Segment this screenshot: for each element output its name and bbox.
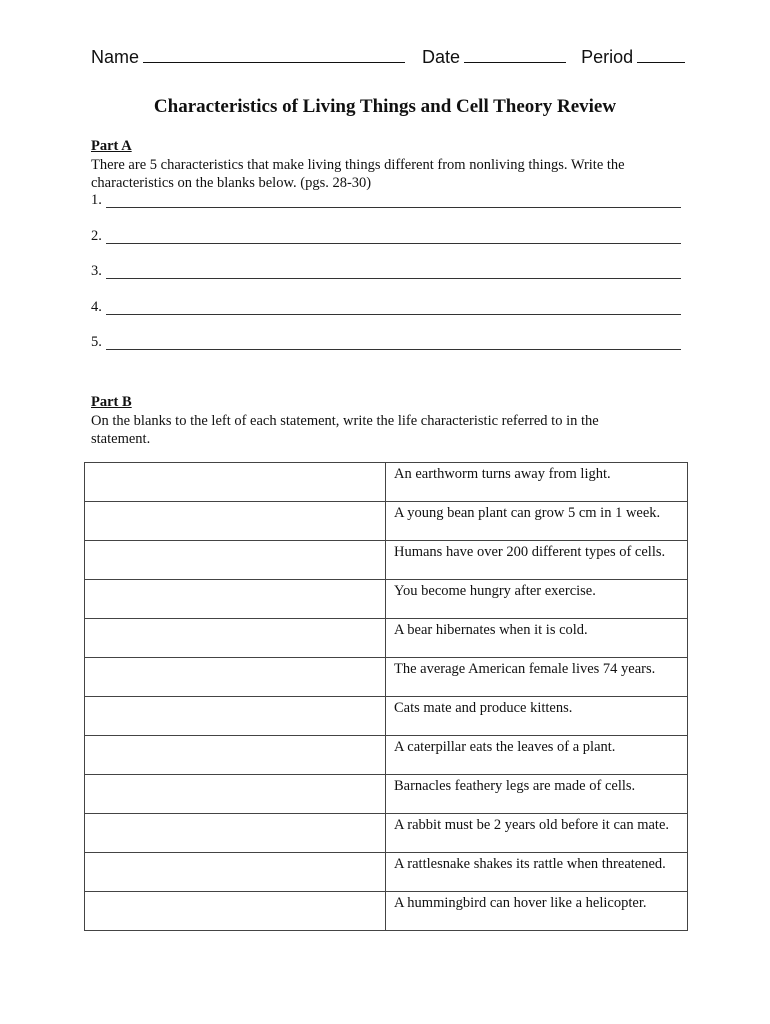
table-row bbox=[85, 814, 688, 853]
answer-cell[interactable] bbox=[85, 463, 386, 502]
answer-blank[interactable] bbox=[91, 334, 681, 354]
table-row bbox=[85, 853, 688, 892]
name-label: Name bbox=[91, 47, 140, 67]
statement-cell: The average American female lives 74 years. bbox=[386, 658, 688, 697]
blank-line bbox=[106, 243, 681, 244]
student-info-header bbox=[91, 47, 685, 68]
answer-cell[interactable] bbox=[85, 814, 386, 853]
answer-cell[interactable] bbox=[85, 892, 386, 931]
answer-blank[interactable] bbox=[91, 299, 681, 319]
statement-cell: An earthworm turns away from light. bbox=[386, 463, 688, 502]
period-label: Period bbox=[581, 47, 634, 67]
answer-blank[interactable] bbox=[91, 192, 681, 212]
table-row bbox=[85, 502, 688, 541]
answer-cell[interactable] bbox=[85, 775, 386, 814]
statement-cell: A rabbit must be 2 years old before it can mate. bbox=[386, 814, 688, 853]
part-b-heading: Part B bbox=[91, 394, 132, 410]
answer-cell[interactable] bbox=[85, 502, 386, 541]
date-label: Date bbox=[422, 47, 461, 67]
blank-line bbox=[106, 349, 681, 350]
answer-cell[interactable] bbox=[85, 853, 386, 892]
table-row bbox=[85, 541, 688, 580]
table-row bbox=[85, 463, 688, 502]
blank-number: 3. bbox=[91, 263, 102, 279]
table-row bbox=[85, 736, 688, 775]
blank-line bbox=[106, 314, 681, 315]
name-field[interactable] bbox=[143, 61, 405, 63]
answer-cell[interactable] bbox=[85, 541, 386, 580]
statement-cell: A young bean plant can grow 5 cm in 1 week. bbox=[386, 502, 688, 541]
answer-cell[interactable] bbox=[85, 697, 386, 736]
answer-blank[interactable] bbox=[91, 228, 681, 248]
part-a-heading: Part A bbox=[91, 138, 132, 154]
answer-blank[interactable] bbox=[91, 263, 681, 283]
statement-cell: A rattlesnake shakes its rattle when threatened. bbox=[386, 853, 688, 892]
answer-cell[interactable] bbox=[85, 580, 386, 619]
date-field[interactable] bbox=[464, 61, 566, 63]
statement-cell: A bear hibernates when it is cold. bbox=[386, 619, 688, 658]
blank-number: 1. bbox=[91, 192, 102, 208]
worksheet-title: Characteristics of Living Things and Cell Theory Review bbox=[153, 96, 617, 117]
statement-cell: You become hungry after exercise. bbox=[386, 580, 688, 619]
blank-number: 5. bbox=[91, 334, 102, 350]
statement-cell: A caterpillar eats the leaves of a plant. bbox=[386, 736, 688, 775]
answer-cell[interactable] bbox=[85, 658, 386, 697]
table-row bbox=[85, 658, 688, 697]
table-row bbox=[85, 775, 688, 814]
period-field[interactable] bbox=[637, 61, 685, 63]
answer-cell[interactable] bbox=[85, 619, 386, 658]
table-row bbox=[85, 892, 688, 931]
statement-cell: A hummingbird can hover like a helicopter. bbox=[386, 892, 688, 931]
table-row bbox=[85, 697, 688, 736]
table-row bbox=[85, 619, 688, 658]
part-b-instructions: On the blanks to the left of each statement, write the life characteristic referred to in the statement. bbox=[91, 413, 599, 447]
statement-cell: Cats mate and produce kittens. bbox=[386, 697, 688, 736]
answer-cell[interactable] bbox=[85, 736, 386, 775]
table-row bbox=[85, 580, 688, 619]
part-a-instructions: There are 5 characteristics that make living things different from nonliving things. Write the characteristics on the blanks below. (pgs. 28-30) bbox=[91, 157, 625, 191]
blank-line bbox=[106, 278, 681, 279]
blank-number: 2. bbox=[91, 228, 102, 244]
statement-cell: Humans have over 200 different types of cells. bbox=[386, 541, 688, 580]
statement-cell: Barnacles feathery legs are made of cells. bbox=[386, 775, 688, 814]
statements-table bbox=[84, 462, 688, 931]
blank-line bbox=[106, 207, 681, 208]
blank-number: 4. bbox=[91, 299, 102, 315]
